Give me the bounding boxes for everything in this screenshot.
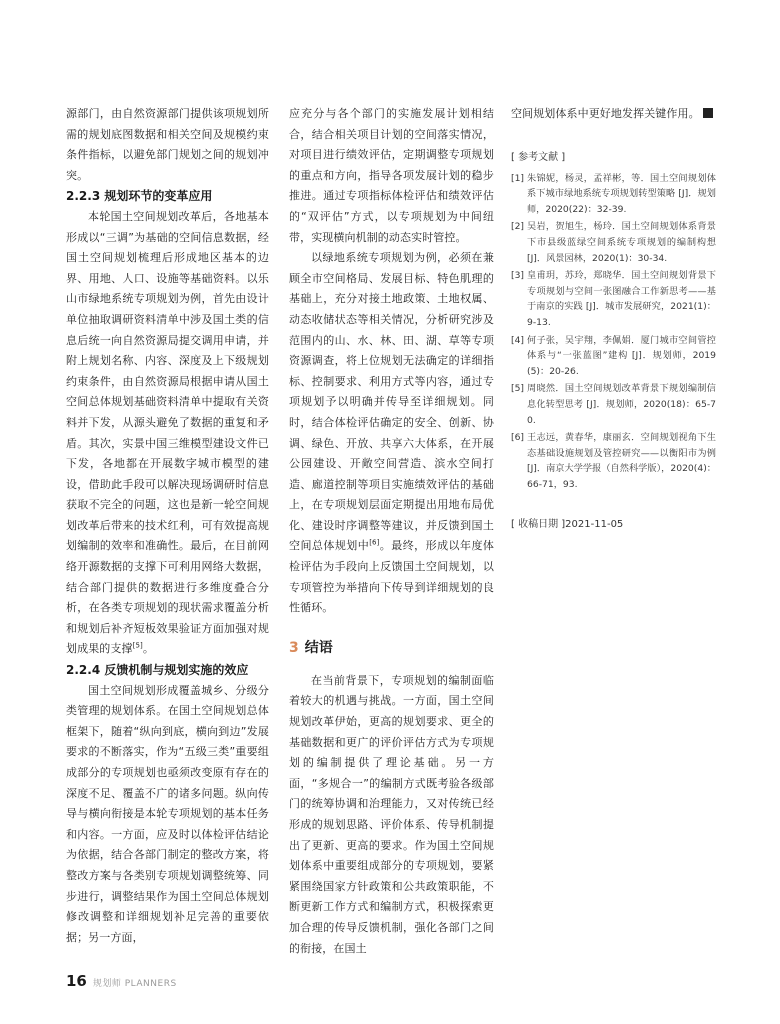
reference-text: 周晓然．国土空间规划改革背景下规划编制信息化转型思考 [J]．规划师，2020(18)：65-70. — [527, 383, 716, 426]
paragraph-text: 以绿地系统专项规划为例，必须在兼顾全市空间格局、发展目标、特色肌理的基础上，充分对接土地政策、土地权属、动态收储状态等相关情况，分析研究涉及范围内的山、水、林、田、湖、草等专项资源调查，将上位规划无法确定的详细指标、控制要求、利用方式等内容，通过专项规划予以明确并传导至详细规划。同时，结合体检评估确定的安全、创新、协调、绿色、开放、共享六大体系，在开展公园建设、开敞空间营造、滨水空间打造、廊道控制等项目实施绩效评估的基础上，在专项规划层面定期提出用地布局优化、建设时序调整等建议，并反馈到国土空间总体规划中 — [289, 251, 494, 553]
reference-text: 吴岩，贺旭生，杨玲．国土空间规划体系背景下市县级蓝绿空间系统专项规划的编制构想 [J]．风景园林，2020(1)：30-34. — [527, 221, 716, 264]
paragraph-end: 。 — [142, 642, 154, 656]
reference-item — [511, 171, 716, 218]
references-title: [ 参考文献 ] — [511, 151, 566, 163]
reference-item — [511, 268, 716, 330]
section-number: 3 — [289, 639, 299, 656]
page-number: 16 — [66, 972, 87, 990]
paragraph: 应充分与各个部门的实施发展计划相结合，结合相关项目计划的空间落实情况，对项目进行绩效评估，定期调整专项规划的重点和方向，指导各项发展计划的稳步推进。通过专项指标体检评估和绩效评估的“双评估”方式，以专项规划为中间纽带，实现横向机制的动态实时管控。 — [289, 107, 494, 244]
paragraph: 在当前背景下，专项规划的编制面临着较大的机遇与挑战。一方面，国土空间规划改革伊始，更高的规划要求、更全的基础数据和更广的评价评估方式为专项规划的编制提供了理论基础。另一方面，“多规合一”的编制方式既考验各级部门的统筹协调和治理能力，又对传统已经形成的规划思路、评价体系、传导机制提出了更新、更高的要求。作为国土空间规划体系中重要组成部分的专项规划，要紧紧围绕国家方针政策和公共政策职能，不断更新工作方式和编制方式，积极探索更加合理的传导反馈机制，强化各部门之间的衔接，在国土 — [289, 673, 494, 955]
references-list — [511, 171, 716, 493]
reference-number: [1] — [511, 172, 525, 184]
received-date — [511, 516, 716, 534]
paragraph-text: 空间规划体系中更好地发挥关键作用。 — [511, 107, 700, 120]
reference-number: [5] — [511, 383, 525, 395]
reference-number: [2] — [511, 221, 525, 233]
column-3 — [511, 104, 716, 544]
paragraph — [289, 248, 494, 619]
reference-text: 朱锦妮，杨灵，孟祥彬，等．国土空间规划体系下城市绿地系统专项规划转型策略 [J]．规划师，2020(22)：32-39. — [527, 172, 716, 215]
reference-number: [4] — [511, 334, 525, 346]
reference-text: 皇甫玥，苏玲，郑晓华．国土空间规划背景下专项规划与空间一张图融合工作新思考——基于南京的实践 [J]．城市发展研究，2021(1)：9-13. — [527, 270, 716, 328]
section-title: 结语 — [304, 639, 333, 656]
section-heading-2-2-3: 2.2.3 规划环节的变革应用 — [66, 189, 213, 204]
paragraph — [66, 207, 269, 660]
section-heading-conclusion — [289, 633, 494, 663]
journal-name: 规划师 PLANNERS — [92, 979, 177, 989]
citation-6: [6] — [369, 538, 380, 547]
paragraph: 源部门，由自然资源部门提供该项规划所需的规划底图数据和相关空间及规模约束条件指标，以避免部门规划之间的规划冲突。 — [66, 107, 269, 182]
reference-number: [3] — [511, 270, 525, 282]
reference-number: [6] — [511, 432, 525, 444]
column-2 — [289, 104, 494, 959]
received-label: [ 收稿日期 ] — [511, 519, 566, 531]
reference-text: 王志远，黄春华，康丽玄．空间规划视角下生态基础设施规划及管控研究——以衡阳市为例 [J]．南京大学学报（自然科学版），2020(4)：66-71，93. — [527, 432, 716, 490]
page-footer — [66, 972, 177, 990]
end-of-article-icon — [703, 108, 713, 118]
paragraph — [511, 104, 716, 125]
citation-5: [5] — [132, 641, 143, 650]
reference-item — [511, 219, 716, 266]
reference-item — [511, 430, 716, 492]
paragraph-end: 。最终，形成以年度体检评估为手段向上反馈国土空间规划，以专项管控为举措向下传导到详细规划的良性循环。 — [289, 539, 494, 615]
paragraph-text: 本轮国土空间规划改革后，各地基本形成以“三调”为基础的空间信息数据，经国土空间规划梳理后形成地区基本的边界、用地、人口、设施等基础资料。以乐山市绿地系统专项规划为例，首先由设计单位抽取调研资料清单中涉及国土类的信息后统一向自然资源局提交调用申请，并附上规划名称、内容、深度及上下级规划约束条件，由自然资源局根据申请从国土空间总体规划基础资料清单中提取有关资料并下发，从源头避免了数据的重复和矛盾。其次，实景中国三维模型建设文件已下发，各地都在开展数字城市模型的建设，借助此手段可以解决现场调研时信息获取不完全的问题，这也是新一轮空间规划改革后带来的技术红利，可有效提高规划编制的效率和准确性。最后，在目前网络开源数据的支撑下可利用网络大数据，结合部门提供的数据进行多维度叠合分析，在各类专项规划的现状需求覆盖分析和规划后补齐短板效果验证方面加强对规划成果的支撑 — [66, 209, 269, 656]
received-value: 2021-11-05 — [565, 519, 624, 531]
reference-text: 何子张，吴宇翔，李佩娟．厦门城市空间管控体系与“一张蓝图”建构 [J]．规划师，2019(5)：20-26. — [527, 334, 716, 377]
column-1 — [66, 104, 269, 948]
paragraph: 国土空间规划形成覆盖城乡、分级分类管理的规划体系。在国土空间规划总体框架下，随着“纵向到底，横向到边”发展要求的不断落实，作为“五级三类”重要组成部分的专项规划也亟须改变原有存在的深度不足、覆盖不广的诸多问题。纵向传导与横向衔接是本轮专项规划的基本任务和内容。一方面，应及时以体检评估结论为依据，结合各部门制定的整改方案，将整改方案与各类别专项规划调整统筹、同步进行，调整结果作为国土空间总体规划修改调整和详细规划补足完善的重要依据；另一方面， — [66, 683, 269, 944]
reference-item — [511, 381, 716, 428]
reference-item — [511, 333, 716, 380]
section-heading-2-2-4: 2.2.4 反馈机制与规划实施的效应 — [66, 663, 249, 678]
